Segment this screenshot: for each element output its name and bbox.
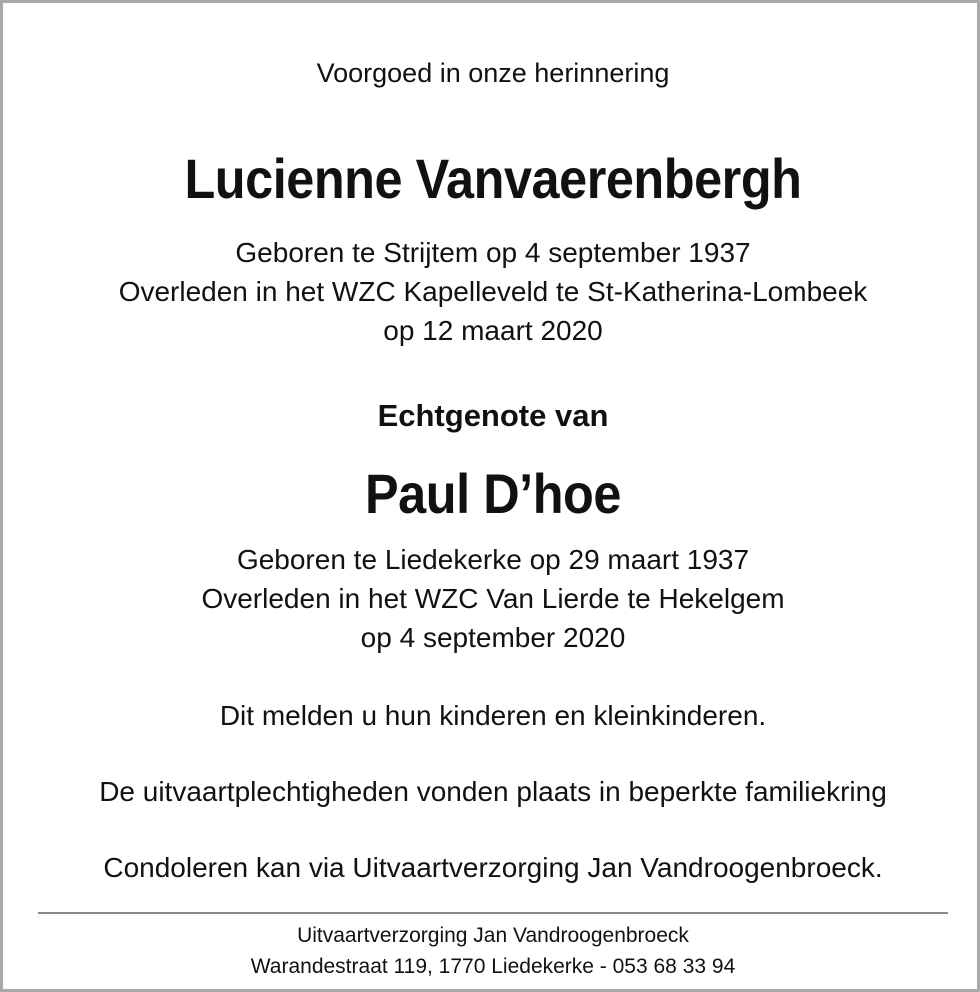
spouse-birth: Geboren te Liedekerke op 29 maart 1937 (236, 544, 750, 575)
deceased-death-place: Overleden in het WZC Kapelleveld te St-Katherina-Lombeek (118, 276, 868, 307)
announcement-text: Dit melden u hun kinderen en kleinkinderen. (219, 700, 767, 731)
funeral-note: De uitvaartplechtigheden vonden plaats in beperkte familiekring (99, 776, 887, 807)
intro-text: Voorgoed in onze herinnering (316, 58, 670, 88)
deceased-death-date: op 12 maart 2020 (383, 315, 603, 346)
footer-address: Warandestraat 119, 1770 Liedekerke - 053 68 33 94 (250, 955, 736, 978)
spouse-death-date: op 4 september 2020 (360, 622, 626, 653)
deceased-birth: Geboren te Strijtem op 4 september 1937 (235, 237, 751, 268)
deceased-name: Lucienne Vanvaerenbergh (184, 147, 802, 210)
footer-company: Uitvaartverzorging Jan Vandroogenbroeck (297, 924, 689, 947)
condolences-text: Condoleren kan via Uitvaartverzorging Jan Vandroogenbroeck. (103, 852, 883, 883)
spouse-death-place: Overleden in het WZC Van Lierde te Hekelgem (201, 583, 785, 614)
footer-divider (38, 912, 948, 914)
relation-label: Echtgenote van (377, 398, 609, 433)
spouse-name: Paul D’hoe (365, 462, 621, 525)
